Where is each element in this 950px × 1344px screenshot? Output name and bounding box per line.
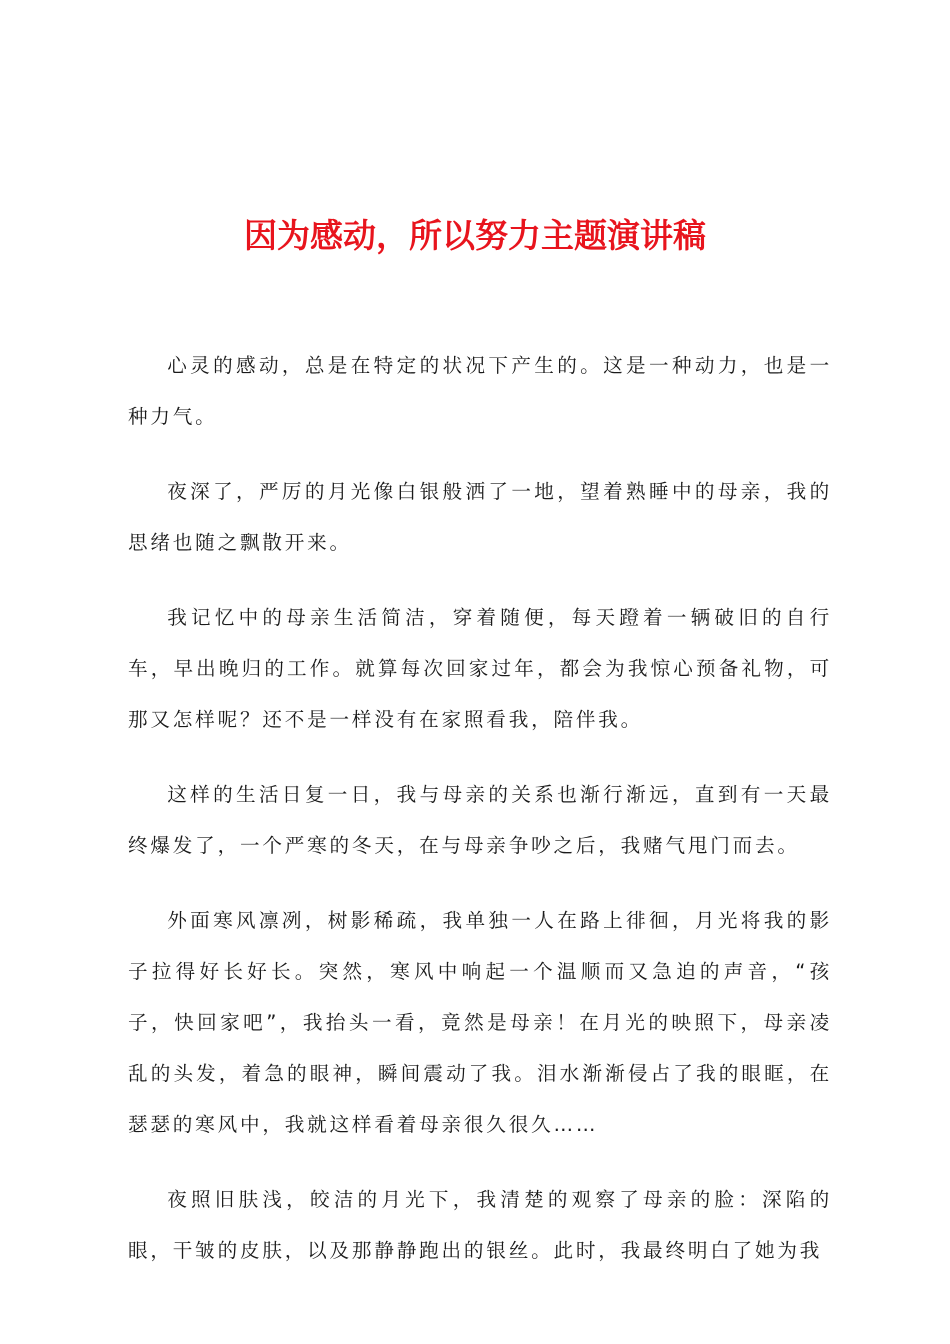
paragraph-6: 夜照旧肤浅，皎洁的月光下，我清楚的观察了母亲的脸：深陷的眼，干皱的皮肤，以及那静静跑出的银丝。此时，我最终明白了她为我 (128, 1188, 832, 1262)
paragraph-3: 我记忆中的母亲生活简洁，穿着随便，每天蹬着一辆破旧的自行车，早出晚归的工作。就算每次回家过年，都会为我惊心预备礼物，可那又怎样呢？还不是一样没有在家照看我，陪伴我。 (128, 606, 832, 731)
document-title: 因为感动，所以努力主题演讲稿 (244, 216, 706, 255)
paragraph-2: 夜深了，严厉的月光像白银般洒了一地，望着熟睡中的母亲，我的思绪也随之飘散开来。 (128, 480, 832, 554)
paragraph-1: 心灵的感动，总是在特定的状况下产生的。这是一种动力，也是一种力气。 (128, 354, 832, 428)
paragraph-4: 这样的生活日复一日，我与母亲的关系也渐行渐远，直到有一天最终爆发了，一个严寒的冬天，在与母亲争吵之后，我赌气甩门而去。 (128, 783, 832, 857)
document-body (128, 340, 832, 1300)
paragraph-5: 外面寒风凛冽，树影稀疏，我单独一人在路上徘徊，月光将我的影子拉得好长好长。突然，寒风中响起一个温顺而又急迫的声音，“孩子，快回家吧”，我抬头一看，竟然是母亲！在月光的映照下，母亲凌乱的头发，着急的眼神，瞬间震动了我。泪水渐渐侵占了我的眼眶，在瑟瑟的寒风中，我就这样看着母亲很久很久…… (128, 909, 832, 1136)
